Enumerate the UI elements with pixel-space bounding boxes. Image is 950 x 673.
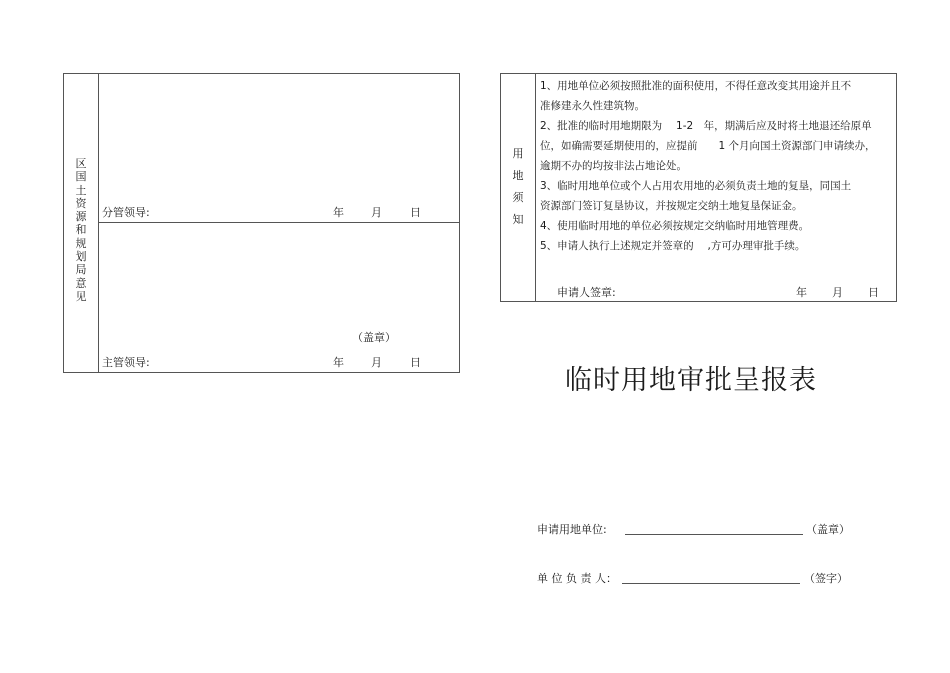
opinion-side-label	[63, 157, 99, 303]
notice-side-label	[500, 143, 536, 231]
side-char: 资	[75, 196, 87, 210]
notice-date-year: 年	[796, 286, 807, 299]
side-char: 源	[75, 210, 87, 224]
deputy-date-year: 年	[333, 206, 344, 219]
side-char: 规	[75, 236, 87, 250]
notice-line: 5、申请人执行上述规定并签章的 ,方可办理审批手续。	[540, 240, 806, 252]
seal-note: （盖章）	[352, 331, 396, 344]
notice-line: 准修建永久性建筑物。	[540, 100, 645, 112]
side-char: 划	[75, 250, 87, 264]
notice-date-month: 月	[832, 286, 843, 299]
notice-line: 位，如确需要延期使用的，应提前 1 个月向国土资源部门申请续办，	[540, 140, 876, 152]
notice-line: 1、用地单位必须按照批准的面积使用，不得任意改变其用途并且不	[540, 80, 852, 92]
side-char: 区	[75, 157, 87, 170]
side-char: 须	[512, 191, 524, 204]
side-char: 和	[75, 223, 87, 237]
notice-line: 资源部门签订复垦协议，并按规定交纳土地复垦保证金。	[540, 200, 803, 212]
notice-text	[540, 76, 876, 256]
side-char: 知	[512, 213, 524, 226]
applicant-signature-label: 申请人签章:	[557, 286, 616, 299]
notice-line: 2、批准的临时用地期限为 1-2 年，期满后应及时将土地退还给原单	[540, 120, 872, 132]
form-title: 临时用地审批呈报表	[565, 365, 817, 396]
side-char: 地	[512, 169, 524, 182]
notice-date-day: 日	[868, 286, 879, 299]
chief-date-year: 年	[333, 356, 344, 369]
unit-person-field[interactable]	[622, 583, 800, 584]
opinion-row-divider	[98, 222, 460, 223]
opinion-table	[63, 73, 460, 373]
deputy-date-day: 日	[410, 206, 421, 219]
applicant-unit-field[interactable]	[625, 534, 803, 535]
chief-date-day: 日	[410, 356, 421, 369]
side-char: 用	[512, 147, 524, 160]
notice-line: 逾期不办的均按非法占地论处。	[540, 160, 687, 172]
side-char: 意	[75, 276, 87, 290]
side-char: 见	[75, 289, 87, 303]
notice-line: 4、使用临时用地的单位必须按规定交纳临时用地管理费。	[540, 220, 810, 232]
applicant-unit-label: 申请用地单位:	[537, 523, 607, 536]
side-char: 国	[75, 170, 87, 184]
chief-leader-label: 主管领导:	[102, 356, 150, 369]
side-char: 局	[75, 263, 87, 277]
deputy-leader-label: 分管领导:	[102, 206, 150, 219]
deputy-date-month: 月	[371, 206, 382, 219]
unit-person-label: 单 位 负 责 人：	[537, 572, 617, 585]
unit-person-suffix: （签字）	[804, 572, 848, 585]
notice-line: 3、临时用地单位或个人占用农用地的必须负责土地的复垦，同国土	[540, 180, 852, 192]
applicant-unit-suffix: （盖章）	[806, 523, 850, 536]
chief-date-month: 月	[371, 356, 382, 369]
side-char: 土	[75, 183, 87, 197]
